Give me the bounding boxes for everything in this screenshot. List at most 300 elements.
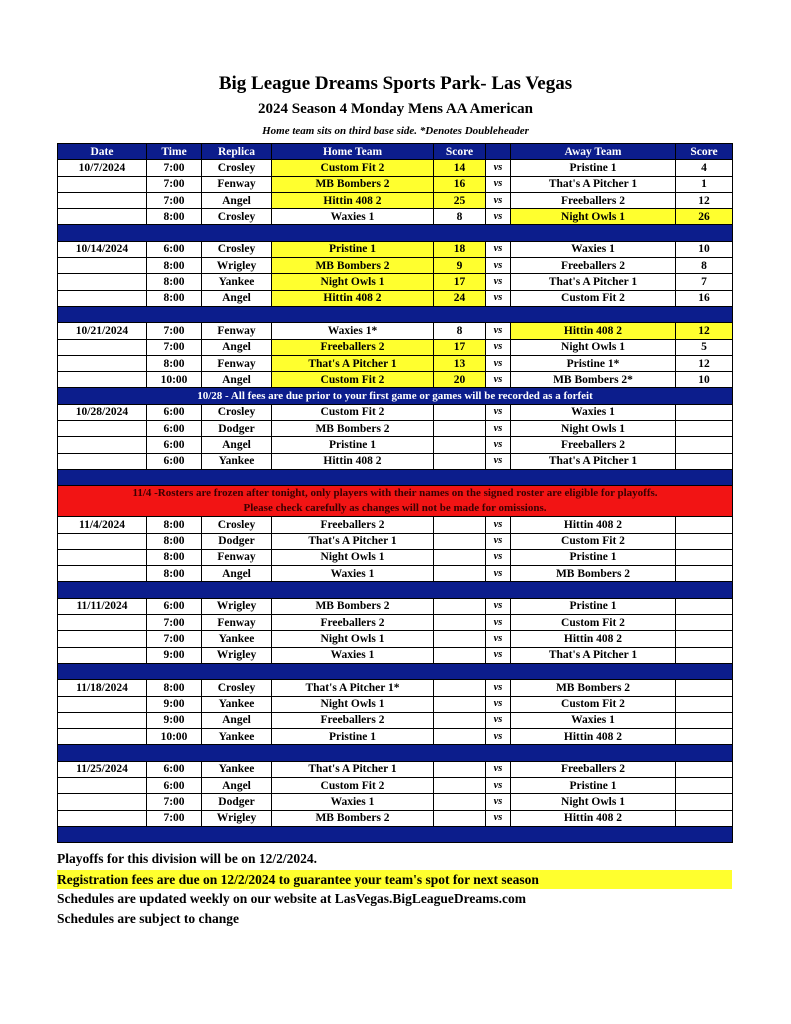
game-date bbox=[58, 549, 147, 565]
game-time: 7:00 bbox=[147, 176, 202, 192]
game-row bbox=[58, 160, 733, 176]
home-score: 24 bbox=[434, 290, 486, 306]
game-time: 10:00 bbox=[147, 372, 202, 388]
home-score: 8 bbox=[434, 323, 486, 339]
game-time: 7:00 bbox=[147, 810, 202, 826]
col-header-vs bbox=[486, 144, 511, 160]
away-score: 12 bbox=[676, 323, 733, 339]
game-row bbox=[58, 810, 733, 826]
game-date bbox=[58, 258, 147, 274]
week-divider-bar bbox=[58, 582, 733, 598]
home-team: MB Bombers 2 bbox=[272, 421, 434, 437]
game-time: 6:00 bbox=[147, 437, 202, 453]
home-score: 17 bbox=[434, 274, 486, 290]
game-row bbox=[58, 258, 733, 274]
away-score bbox=[676, 517, 733, 533]
home-score: 25 bbox=[434, 192, 486, 208]
game-date: 11/25/2024 bbox=[58, 761, 147, 777]
vs-label: vs bbox=[486, 761, 511, 777]
fee-notice-row bbox=[58, 388, 733, 404]
home-team: MB Bombers 2 bbox=[272, 810, 434, 826]
game-replica: Crosley bbox=[202, 404, 272, 420]
home-score bbox=[434, 533, 486, 549]
home-team: Night Owls 1 bbox=[272, 696, 434, 712]
home-team: That's A Pitcher 1* bbox=[272, 680, 434, 696]
game-row bbox=[58, 794, 733, 810]
game-time: 7:00 bbox=[147, 615, 202, 631]
game-time: 8:00 bbox=[147, 274, 202, 290]
game-time: 8:00 bbox=[147, 680, 202, 696]
game-date: 10/7/2024 bbox=[58, 160, 147, 176]
away-score bbox=[676, 712, 733, 728]
home-score: 14 bbox=[434, 160, 486, 176]
footer-website: Schedules are updated weekly on our website at LasVegas.BigLeagueDreams.com bbox=[57, 891, 527, 906]
game-row bbox=[58, 533, 733, 549]
vs-label: vs bbox=[486, 192, 511, 208]
game-replica: Angel bbox=[202, 437, 272, 453]
vs-label: vs bbox=[486, 339, 511, 355]
game-date bbox=[58, 712, 147, 728]
schedule-body bbox=[58, 160, 733, 843]
game-replica: Yankee bbox=[202, 274, 272, 290]
home-team: Custom Fit 2 bbox=[272, 777, 434, 793]
away-score: 10 bbox=[676, 372, 733, 388]
home-score bbox=[434, 794, 486, 810]
game-time: 6:00 bbox=[147, 404, 202, 420]
game-date bbox=[58, 372, 147, 388]
game-replica: Angel bbox=[202, 372, 272, 388]
away-score bbox=[676, 777, 733, 793]
home-team: Custom Fit 2 bbox=[272, 404, 434, 420]
game-time: 8:00 bbox=[147, 533, 202, 549]
week-divider-bar bbox=[58, 306, 733, 322]
game-replica: Angel bbox=[202, 290, 272, 306]
game-time: 10:00 bbox=[147, 729, 202, 745]
roster-alert-row bbox=[58, 486, 733, 517]
roster-alert bbox=[58, 486, 733, 517]
game-replica: Wrigley bbox=[202, 258, 272, 274]
home-score: 9 bbox=[434, 258, 486, 274]
game-replica: Wrigley bbox=[202, 810, 272, 826]
game-row bbox=[58, 274, 733, 290]
game-time: 8:00 bbox=[147, 517, 202, 533]
vs-label: vs bbox=[486, 566, 511, 582]
vs-label: vs bbox=[486, 323, 511, 339]
home-score bbox=[434, 404, 486, 420]
home-team: Freeballers 2 bbox=[272, 615, 434, 631]
away-score: 26 bbox=[676, 209, 733, 225]
game-replica: Crosley bbox=[202, 209, 272, 225]
vs-label: vs bbox=[486, 274, 511, 290]
away-score bbox=[676, 761, 733, 777]
week-divider bbox=[58, 225, 733, 241]
vs-label: vs bbox=[486, 453, 511, 469]
game-time: 7:00 bbox=[147, 339, 202, 355]
game-replica: Angel bbox=[202, 712, 272, 728]
home-score bbox=[434, 712, 486, 728]
game-replica: Fenway bbox=[202, 176, 272, 192]
vs-label: vs bbox=[486, 712, 511, 728]
game-row bbox=[58, 355, 733, 371]
away-team: Hittin 408 2 bbox=[511, 517, 676, 533]
game-replica: Crosley bbox=[202, 517, 272, 533]
week-divider-bar bbox=[58, 663, 733, 679]
game-time: 6:00 bbox=[147, 777, 202, 793]
home-team: Waxies 1 bbox=[272, 794, 434, 810]
vs-label: vs bbox=[486, 549, 511, 565]
away-team: That's A Pitcher 1 bbox=[511, 274, 676, 290]
vs-label: vs bbox=[486, 680, 511, 696]
game-time: 8:00 bbox=[147, 355, 202, 371]
col-header-home-score: Score bbox=[434, 144, 486, 160]
home-score bbox=[434, 647, 486, 663]
col-header-date: Date bbox=[58, 144, 147, 160]
game-row bbox=[58, 729, 733, 745]
home-score: 17 bbox=[434, 339, 486, 355]
home-team: Freeballers 2 bbox=[272, 712, 434, 728]
game-date bbox=[58, 355, 147, 371]
game-row bbox=[58, 241, 733, 257]
game-replica: Fenway bbox=[202, 323, 272, 339]
away-team: Custom Fit 2 bbox=[511, 615, 676, 631]
col-header-home-team: Home Team bbox=[272, 144, 434, 160]
home-score bbox=[434, 549, 486, 565]
game-replica: Crosley bbox=[202, 680, 272, 696]
vs-label: vs bbox=[486, 598, 511, 614]
away-team: That's A Pitcher 1 bbox=[511, 176, 676, 192]
home-score: 18 bbox=[434, 241, 486, 257]
game-row bbox=[58, 615, 733, 631]
game-time: 9:00 bbox=[147, 647, 202, 663]
game-date bbox=[58, 794, 147, 810]
vs-label: vs bbox=[486, 209, 511, 225]
game-date bbox=[58, 176, 147, 192]
week-divider bbox=[58, 469, 733, 485]
game-replica: Yankee bbox=[202, 453, 272, 469]
game-time: 7:00 bbox=[147, 323, 202, 339]
home-team: Pristine 1 bbox=[272, 437, 434, 453]
away-score: 10 bbox=[676, 241, 733, 257]
home-score bbox=[434, 696, 486, 712]
vs-label: vs bbox=[486, 421, 511, 437]
away-team: Hittin 408 2 bbox=[511, 810, 676, 826]
away-team: MB Bombers 2 bbox=[511, 566, 676, 582]
game-row bbox=[58, 323, 733, 339]
away-team: Night Owls 1 bbox=[511, 421, 676, 437]
vs-label: vs bbox=[486, 355, 511, 371]
game-replica: Angel bbox=[202, 777, 272, 793]
game-date: 11/11/2024 bbox=[58, 598, 147, 614]
away-team: Night Owls 1 bbox=[511, 339, 676, 355]
game-time: 8:00 bbox=[147, 549, 202, 565]
home-team: Waxies 1 bbox=[272, 566, 434, 582]
away-score bbox=[676, 647, 733, 663]
game-replica: Yankee bbox=[202, 696, 272, 712]
away-score bbox=[676, 598, 733, 614]
vs-label: vs bbox=[486, 241, 511, 257]
home-score bbox=[434, 810, 486, 826]
game-time: 7:00 bbox=[147, 631, 202, 647]
week-divider bbox=[58, 582, 733, 598]
game-row bbox=[58, 680, 733, 696]
away-team: Freeballers 2 bbox=[511, 258, 676, 274]
away-score bbox=[676, 549, 733, 565]
home-team: Pristine 1 bbox=[272, 729, 434, 745]
game-time: 6:00 bbox=[147, 421, 202, 437]
vs-label: vs bbox=[486, 615, 511, 631]
game-date: 10/21/2024 bbox=[58, 323, 147, 339]
home-score bbox=[434, 777, 486, 793]
game-row bbox=[58, 192, 733, 208]
game-replica: Fenway bbox=[202, 355, 272, 371]
home-team: Hittin 408 2 bbox=[272, 192, 434, 208]
away-team: That's A Pitcher 1 bbox=[511, 453, 676, 469]
away-team: Pristine 1* bbox=[511, 355, 676, 371]
home-score bbox=[434, 761, 486, 777]
schedule-table bbox=[57, 143, 733, 843]
vs-label: vs bbox=[486, 777, 511, 793]
game-row bbox=[58, 372, 733, 388]
game-row bbox=[58, 598, 733, 614]
away-score bbox=[676, 404, 733, 420]
away-team: Hittin 408 2 bbox=[511, 323, 676, 339]
away-score: 7 bbox=[676, 274, 733, 290]
game-replica: Fenway bbox=[202, 549, 272, 565]
game-date bbox=[58, 421, 147, 437]
game-time: 9:00 bbox=[147, 696, 202, 712]
game-row bbox=[58, 339, 733, 355]
week-divider bbox=[58, 826, 733, 842]
game-date bbox=[58, 274, 147, 290]
away-team: Custom Fit 2 bbox=[511, 290, 676, 306]
vs-label: vs bbox=[486, 258, 511, 274]
game-replica: Wrigley bbox=[202, 647, 272, 663]
footer-change-note: Schedules are subject to change bbox=[57, 911, 239, 926]
away-team: Night Owls 1 bbox=[511, 209, 676, 225]
vs-label: vs bbox=[486, 794, 511, 810]
vs-label: vs bbox=[486, 810, 511, 826]
home-team: MB Bombers 2 bbox=[272, 176, 434, 192]
game-replica: Angel bbox=[202, 339, 272, 355]
away-score: 12 bbox=[676, 192, 733, 208]
away-score: 4 bbox=[676, 160, 733, 176]
game-replica: Crosley bbox=[202, 160, 272, 176]
home-team: That's A Pitcher 1 bbox=[272, 761, 434, 777]
vs-label: vs bbox=[486, 437, 511, 453]
game-time: 7:00 bbox=[147, 160, 202, 176]
home-team: That's A Pitcher 1 bbox=[272, 533, 434, 549]
vs-label: vs bbox=[486, 517, 511, 533]
footer-playoffs: Playoffs for this division will be on 12/2/2024. bbox=[57, 851, 318, 866]
game-date bbox=[58, 339, 147, 355]
away-team: Night Owls 1 bbox=[511, 794, 676, 810]
game-row bbox=[58, 421, 733, 437]
away-team: MB Bombers 2 bbox=[511, 680, 676, 696]
away-score bbox=[676, 810, 733, 826]
game-replica: Yankee bbox=[202, 631, 272, 647]
home-team: Custom Fit 2 bbox=[272, 160, 434, 176]
header-row bbox=[58, 144, 733, 160]
col-header-time: Time bbox=[147, 144, 202, 160]
game-date bbox=[58, 192, 147, 208]
game-date bbox=[58, 566, 147, 582]
home-team: Hittin 408 2 bbox=[272, 290, 434, 306]
game-row bbox=[58, 209, 733, 225]
home-score bbox=[434, 729, 486, 745]
game-date bbox=[58, 631, 147, 647]
away-team: Waxies 1 bbox=[511, 404, 676, 420]
vs-label: vs bbox=[486, 290, 511, 306]
vs-label: vs bbox=[486, 533, 511, 549]
home-team: Night Owls 1 bbox=[272, 549, 434, 565]
home-team: Freeballers 2 bbox=[272, 517, 434, 533]
home-score bbox=[434, 680, 486, 696]
game-date bbox=[58, 437, 147, 453]
away-score bbox=[676, 533, 733, 549]
game-date bbox=[58, 777, 147, 793]
game-date: 11/4/2024 bbox=[58, 517, 147, 533]
game-row bbox=[58, 404, 733, 420]
home-team: Night Owls 1 bbox=[272, 274, 434, 290]
away-team: Waxies 1 bbox=[511, 241, 676, 257]
game-row bbox=[58, 647, 733, 663]
home-score bbox=[434, 453, 486, 469]
away-team: Freeballers 2 bbox=[511, 437, 676, 453]
game-date: 10/28/2024 bbox=[58, 404, 147, 420]
home-team: Waxies 1* bbox=[272, 323, 434, 339]
game-replica: Crosley bbox=[202, 241, 272, 257]
week-divider-bar bbox=[58, 225, 733, 241]
away-score bbox=[676, 566, 733, 582]
home-score bbox=[434, 421, 486, 437]
game-replica: Yankee bbox=[202, 729, 272, 745]
game-row bbox=[58, 437, 733, 453]
home-team: That's A Pitcher 1 bbox=[272, 355, 434, 371]
vs-label: vs bbox=[486, 176, 511, 192]
away-score bbox=[676, 680, 733, 696]
game-replica: Wrigley bbox=[202, 598, 272, 614]
home-score: 16 bbox=[434, 176, 486, 192]
game-time: 6:00 bbox=[147, 598, 202, 614]
away-score: 12 bbox=[676, 355, 733, 371]
game-date: 10/14/2024 bbox=[58, 241, 147, 257]
away-team: Pristine 1 bbox=[511, 160, 676, 176]
game-time: 8:00 bbox=[147, 258, 202, 274]
game-row bbox=[58, 631, 733, 647]
away-team: Hittin 408 2 bbox=[511, 729, 676, 745]
game-replica: Angel bbox=[202, 566, 272, 582]
vs-label: vs bbox=[486, 696, 511, 712]
game-date bbox=[58, 533, 147, 549]
away-team: Hittin 408 2 bbox=[511, 631, 676, 647]
game-time: 9:00 bbox=[147, 712, 202, 728]
week-divider bbox=[58, 745, 733, 761]
away-score bbox=[676, 437, 733, 453]
away-team: Waxies 1 bbox=[511, 712, 676, 728]
game-time: 8:00 bbox=[147, 290, 202, 306]
home-score bbox=[434, 598, 486, 614]
away-score bbox=[676, 696, 733, 712]
away-score bbox=[676, 794, 733, 810]
game-replica: Yankee bbox=[202, 761, 272, 777]
home-score: 8 bbox=[434, 209, 486, 225]
game-row bbox=[58, 517, 733, 533]
away-team: That's A Pitcher 1 bbox=[511, 647, 676, 663]
game-row bbox=[58, 696, 733, 712]
week-divider bbox=[58, 306, 733, 322]
home-team: Pristine 1 bbox=[272, 241, 434, 257]
game-row bbox=[58, 712, 733, 728]
away-score bbox=[676, 631, 733, 647]
home-score bbox=[434, 517, 486, 533]
game-time: 8:00 bbox=[147, 566, 202, 582]
away-team: Custom Fit 2 bbox=[511, 533, 676, 549]
col-header-away-team: Away Team bbox=[511, 144, 676, 160]
game-time: 8:00 bbox=[147, 209, 202, 225]
col-header-replica: Replica bbox=[202, 144, 272, 160]
game-replica: Dodger bbox=[202, 421, 272, 437]
game-row bbox=[58, 290, 733, 306]
away-team: Freeballers 2 bbox=[511, 192, 676, 208]
game-date: 11/18/2024 bbox=[58, 680, 147, 696]
away-score bbox=[676, 615, 733, 631]
fee-notice: 10/28 - All fees are due prior to your first game or games will be recorded as a forfeit bbox=[58, 388, 733, 404]
game-time: 6:00 bbox=[147, 453, 202, 469]
home-score bbox=[434, 631, 486, 647]
home-team: Custom Fit 2 bbox=[272, 372, 434, 388]
away-score: 1 bbox=[676, 176, 733, 192]
game-row bbox=[58, 761, 733, 777]
game-time: 6:00 bbox=[147, 241, 202, 257]
game-date bbox=[58, 209, 147, 225]
away-score: 16 bbox=[676, 290, 733, 306]
home-team: Hittin 408 2 bbox=[272, 453, 434, 469]
vs-label: vs bbox=[486, 160, 511, 176]
week-divider bbox=[58, 663, 733, 679]
week-divider-bar bbox=[58, 826, 733, 842]
vs-label: vs bbox=[486, 647, 511, 663]
game-date bbox=[58, 810, 147, 826]
game-row bbox=[58, 176, 733, 192]
home-score: 13 bbox=[434, 355, 486, 371]
game-date bbox=[58, 647, 147, 663]
away-team: Custom Fit 2 bbox=[511, 696, 676, 712]
away-team: Pristine 1 bbox=[511, 549, 676, 565]
home-team: Freeballers 2 bbox=[272, 339, 434, 355]
home-team: Waxies 1 bbox=[272, 209, 434, 225]
game-date bbox=[58, 453, 147, 469]
vs-label: vs bbox=[486, 372, 511, 388]
game-row bbox=[58, 549, 733, 565]
game-date bbox=[58, 290, 147, 306]
page-subtitle: 2024 Season 4 Monday Mens AA American bbox=[257, 101, 533, 117]
page-title: Big League Dreams Sports Park- Las Vegas bbox=[218, 73, 573, 94]
header-note: Home team sits on third base side. *Denotes Doubleheader bbox=[262, 125, 529, 137]
away-score bbox=[676, 421, 733, 437]
home-team: Night Owls 1 bbox=[272, 631, 434, 647]
footer-registration: Registration fees are due on 12/2/2024 to guarantee your team's spot for next season bbox=[57, 870, 732, 889]
roster-alert-line1: 11/4 -Rosters are frozen after tonight, only players with their names on the signed roster are eligible for playoffs. bbox=[132, 487, 658, 500]
game-replica: Fenway bbox=[202, 615, 272, 631]
game-date bbox=[58, 729, 147, 745]
away-team: MB Bombers 2* bbox=[511, 372, 676, 388]
vs-label: vs bbox=[486, 631, 511, 647]
vs-label: vs bbox=[486, 404, 511, 420]
home-score bbox=[434, 615, 486, 631]
game-row bbox=[58, 453, 733, 469]
home-team: Waxies 1 bbox=[272, 647, 434, 663]
away-team: Freeballers 2 bbox=[511, 761, 676, 777]
